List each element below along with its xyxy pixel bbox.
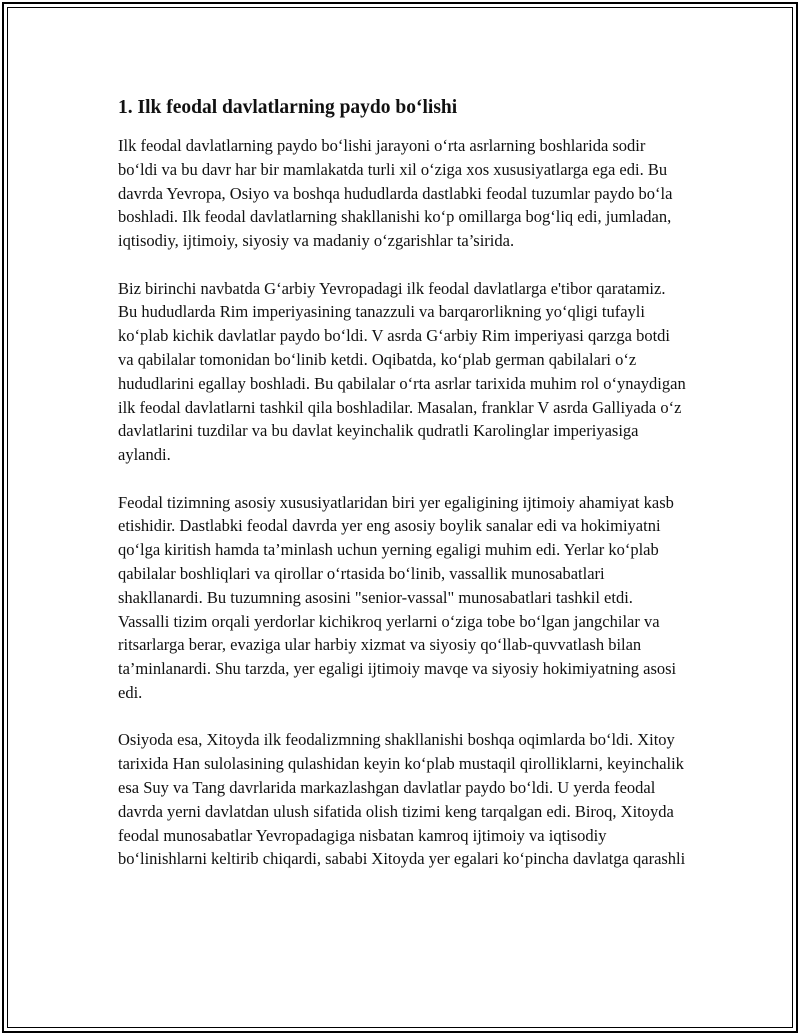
paragraph-3: Feodal tizimning asosiy xususiyatlaridan biri yer egaligining ijtimoiy ahamiyat kasb etishidir. Dastlabki feodal davrda yer eng asosiy boylik sanalar edi va hokimiyatni qo‘lga kiritish hamda ta’minlash uchun yerning egaligi muhim edi. Yerlar ko‘plab qabilalar boshliqlari va qirollar o‘rtasida bo‘linib, vassallik munosabatlari shakllanardi. Bu tuzumning asosini "senior-vassal" munosabatlari tashkil etdi. Vassalli tizim orqali yerdorlar kichikroq yerlarni o‘ziga tobe bo‘lgan jangchilar va ritsarlarga berar, evaziga ular harbiy xizmat va siyosiy qo‘llab-quvvatlash bilan ta’minlanardi. Shu tarzda, yer egaligi ijtimoiy mavqe va siyosiy hokimiyatning asosi edi.: [118, 492, 677, 702]
section-title: 1. Ilk feodal davlatlarning paydo bo‘lishi: [118, 97, 458, 118]
paragraph-1: Ilk feodal davlatlarning paydo bo‘lishi jarayoni o‘rta asrlarning boshlarida sodir bo‘ldi va bu davr har bir mamlakatda turli xil o‘ziga xos xususiyatlarga ega edi. Bu davrda Yevropa, Osiyo va boshqa hududlarda dastlabki feodal tuzumlar paydo bo‘la boshladi. Ilk feodal davlatlarning shakllanishi ko‘p omillarga bog‘liq edi, jumladan, iqtisodiy, ijtimoiy, siyosiy va madaniy o‘zgarishlar ta’sirida.: [118, 136, 673, 251]
document-body: [118, 96, 686, 895]
paragraph-4: Osiyoda esa, Xitoyda ilk feodalizmning shakllanishi boshqa oqimlarda bo‘ldi. Xitoy tarixida Han sulolasining qulashidan keyin ko‘plab mustaqil qirolliklarni, keyinchalik esa Suy va Tang davrlarida markazlashgan davlatlar paydo bo‘ldi. U yerda feodal davrda yerni davlatdan ulush sifatida olish tizimi keng tarqalgan edi. Biroq, Xitoyda feodal munosabatlar Yevropadagiga nisbatan kamroq ijtimoiy va iqtisodiy bo‘linishlarni keltirib chiqardi, sababi Xitoyda yer egalari ko‘pincha davlatga qarashli: [118, 730, 686, 869]
paragraph-2: Biz birinchi navbatda G‘arbiy Yevropadagi ilk feodal davlatlarga e'tibor qaratamiz. Bu hududlarda Rim imperiyasining tanazzuli va barqarorlikning yo‘qligi tufayli ko‘plab kichik davlatlar paydo bo‘ldi. V asrda G‘arbiy Rim imperiyasi qarzga botdi va qabilalar tomonidan bo‘linib ketdi. Oqibatda, ko‘plab german qabilalari o‘z hududlarini egallay boshladi. Bu qabilalar o‘rta asrlar tarixida muhim rol o‘ynaydigan ilk feodal davlatlarni tashkil qila boshladilar. Masalan, franklar V asrda Galliyada o‘z davlatlarini tuzdilar va bu davlat keyinchalik qudratli Karolinglar imperiyasiga aylandi.: [118, 278, 686, 465]
